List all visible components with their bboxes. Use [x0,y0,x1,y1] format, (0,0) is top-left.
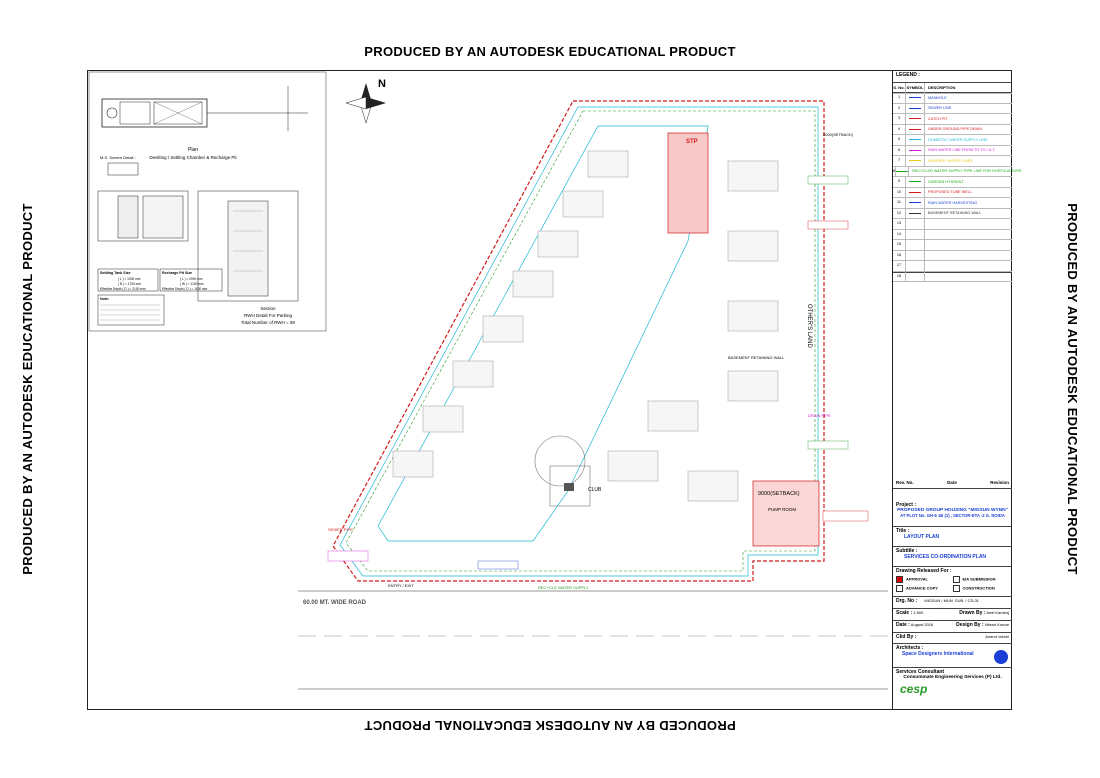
legend-description: SANITARY WATER LINES [928,158,973,163]
ckd-by-value: Anand Varshi [985,634,1009,639]
legend-row [893,230,1012,241]
legend-description: PROPOSED TUBE WELL [928,190,973,195]
released-option-label: ADVANCE COPY [906,585,938,591]
legend-number: 12 [893,209,906,219]
scale-label: Scale : [896,610,913,616]
legend-symbol-icon [906,146,925,156]
legend-number: 1 [893,93,906,103]
legend-description: CATCH PIT [928,116,948,121]
legend-symbol-icon [906,219,925,229]
legend-symbol-icon [906,135,925,145]
legend-title: LEGEND : [896,72,920,78]
legend-symbol-icon [906,177,925,187]
north-label: N [378,78,386,90]
legend-description: RECYCLED WATER SUPPLY PIPE LINE FOR HORTICULTURE [912,169,1022,174]
design-by-value: Nitesh Kumar [984,622,1009,627]
drg-no-label: Drg. No : [896,598,918,604]
legend-number: 7 [893,156,906,166]
project-block [893,501,1012,527]
legend-description: RAIN WATER HARVESTING [928,200,978,205]
pit-size-title: Recharge Pit Size [162,271,193,275]
sewer-pipe-label: SEWER PIPE [328,527,353,532]
notes-title: Note: [100,297,110,301]
architects-label: Architects : [896,645,924,651]
water-supply-label: RECYCLE WATER SUPPLY [538,585,589,590]
legend-symbol-icon [906,125,925,135]
setback-6000: 6000(SETBACK) [823,132,854,137]
checkbox-icon[interactable] [953,585,960,592]
club-label: CLUB [588,487,602,493]
tank-size-line: ( B ) = 1750 mm [118,282,141,286]
site-plan [328,101,868,590]
legend-number: 16 [893,251,906,261]
date-row [893,621,1012,633]
released-option-label: APPROVAL [906,576,928,582]
rev-no-label: Rev. No. [896,480,914,485]
legend-symbol-icon [906,240,925,250]
watermark-right: PRODUCED BY AN AUTODESK EDUCATIONAL PRODUCT [1065,203,1080,575]
consultant-label: Services Consultant [896,669,945,675]
section-title: Section [260,306,276,311]
drg-no-section [893,597,1012,609]
legend-description: DOMESTIC WATER SUPPLY LINE [928,137,988,142]
others-land-label: OTHER'S LAND [806,304,812,348]
drain-pipe-label: DRAIN PIPE [808,413,831,418]
legend-row [893,251,1012,262]
legend-number: 17 [893,261,906,271]
date-value: August 2016 [910,622,934,627]
legend-col-symbol: SYMBOL [906,83,925,93]
released-section [893,567,1012,597]
title-section [893,527,1012,547]
architect-logo-icon [994,650,1008,664]
date-label: Date : [896,622,910,628]
north-arrow-icon [346,78,386,123]
legend-row [893,177,1012,188]
scale-value: 1:500 [913,610,924,615]
released-option[interactable] [953,576,1010,583]
legend-row [893,125,1012,136]
legend-row [893,261,1012,272]
legend-symbol-icon [906,198,925,208]
scale-row [893,609,1012,621]
setback-9000: 9000(SETBACK) [758,491,800,497]
basement-wall-label: BASEMENT RETAINING WALL [728,355,785,360]
legend-number: 2 [893,104,906,114]
legend-number: 18 [893,272,906,282]
legend-row [893,198,1012,209]
released-option[interactable] [953,585,1010,592]
road-label: 60.00 MT. WIDE ROAD [303,600,367,606]
design-by-label: Design By : [956,622,984,628]
legend-number: 15 [893,240,906,250]
entry-label: ENTRY / EXIT [388,583,414,588]
checkbox-icon[interactable] [896,576,903,583]
legend-number: 8 [893,167,896,177]
watermark-top: PRODUCED BY AN AUTODESK EDUCATIONAL PRODUCT [364,44,736,59]
tank-size-line: ( L ) = 1000 mm [118,277,141,281]
released-option[interactable] [896,576,953,583]
legend-number: 4 [893,125,906,135]
checkbox-icon[interactable] [896,585,903,592]
legend-number: 6 [893,146,906,156]
pit-size-line: ( W ) = 1100 mm [180,282,204,286]
road [298,591,888,689]
plan-subtitle: Desilting / Settling Chamber & Recharge Pit [149,155,237,160]
legend-col-sno: S. No. [893,83,906,93]
legend-columns [893,83,1012,93]
subtitle-section [893,547,1012,567]
legend-symbol-icon [906,156,925,166]
released-option-label: EIA SUBMISSION [962,576,996,582]
legend-row [893,146,1012,157]
legend-description: GARDEN HYDRANT [928,179,964,184]
legend-row [893,104,1012,115]
watermark-bottom: PRODUCED BY AN AUTODESK EDUCATIONAL PRODUCT [364,718,736,733]
legend-symbol-icon [906,209,925,219]
architects-section [893,644,1012,668]
tank-size-title: Settling Tank Size [100,271,131,275]
rwh-total: Total Number of RWH = 08 [241,320,295,325]
checkbox-icon[interactable] [953,576,960,583]
legend-symbol-icon [906,230,925,240]
consultant-logo: cesp [900,682,928,696]
legend-description: SEWER LINE [928,106,952,111]
legend-symbol-icon [906,93,925,103]
legend-row [893,93,1012,104]
drawing-canvas [88,71,892,709]
legend-number: 5 [893,135,906,145]
legend-header [893,71,1012,83]
released-option[interactable] [896,585,953,592]
ckd-row [893,633,1012,644]
drg-no-value: MIGSUN / MUN. SUB. / CS-01 [924,598,979,603]
legend-symbol-icon [906,272,925,282]
rev-date-label: Date [947,480,957,485]
legend-symbol-icon [906,261,925,271]
title-label: Title : [896,528,910,534]
subtitle-value: SERVICES CO-ORDINATION PLAN [904,554,987,560]
legend-description: BASEMENT RETAINING WALL [928,211,982,216]
pit-size-line: Effective Depth ( D ) = 1100 mm [162,287,208,291]
subtitle-label: Subtitle : [896,548,918,554]
consultant-name: Consummate Engineering Services (P) Ltd. [903,675,1002,680]
legend-number: 13 [893,219,906,229]
legend-row [893,156,1012,167]
plan-title: Plan [187,147,199,153]
legend-row [893,167,1022,178]
title-value: LAYOUT PLAN [904,534,940,540]
pump-room-label: PUMP ROOM [768,507,797,512]
drawn-by-value: Amit Kamboj [986,610,1009,615]
architects-name: Space Designers International [902,651,974,657]
legend-symbol-icon [896,167,909,177]
legend-symbol-icon [906,114,925,124]
legend-symbol-icon [906,104,925,114]
legend-description: UNDER GROUND PIPE DRAIN [928,127,983,132]
legend-description: RAIN WATER LINE FROM TO TO / U.T. [928,148,996,153]
revision-header [893,479,1012,489]
legend-number: 14 [893,230,906,240]
rwh-detail-label: RWH Detail For Parking [244,313,292,318]
project-name: PROPOSED GROUP HOUSING "MIGSUN WYNN" [897,508,1008,513]
legend-row [893,209,1012,220]
legend-number: 11 [893,198,906,208]
pit-size-line: ( L ) = 2000 mm [180,277,203,281]
legend-number: 3 [893,114,906,124]
legend-row [893,240,1012,251]
legend-list [893,93,1022,278]
rwh-detail-panel [89,72,326,331]
project-address: AT PLOT No. GH-6 1B (1) , SECTOR-ETA -2 G. NOIDA [900,513,1005,518]
tank-size-line: Effective Depth ( D ) = 2100 mm [100,287,146,291]
legend-description: MANHOLE [928,95,947,100]
legend-row [893,219,1012,230]
legend-col-desc: DESCRIPTION [928,85,956,91]
project-label: Project : [896,502,917,508]
legend-row [893,135,1012,146]
legend-number: 9 [893,177,906,187]
stp-label: STP [686,139,698,145]
legend-number: 10 [893,188,906,198]
legend-row [893,188,1012,199]
legend-symbol-icon [906,251,925,261]
watermark-left: PRODUCED BY AN AUTODESK EDUCATIONAL PRODUCT [20,203,35,575]
legend-row [893,272,1012,283]
title-block [892,71,1022,709]
ckd-by-label: Ckd By : [896,634,917,640]
released-label: Drawing Released For : [896,568,952,574]
screen-detail-label: M.S. Screen Detail : [100,155,136,160]
legend-row [893,114,1012,125]
rev-revision-label: Revision [990,480,1009,485]
released-option-label: CONSTRUCTION [962,585,995,591]
drawn-by-label: Drawn By : [959,610,986,616]
legend-symbol-icon [906,188,925,198]
consultant-section [893,668,1012,708]
